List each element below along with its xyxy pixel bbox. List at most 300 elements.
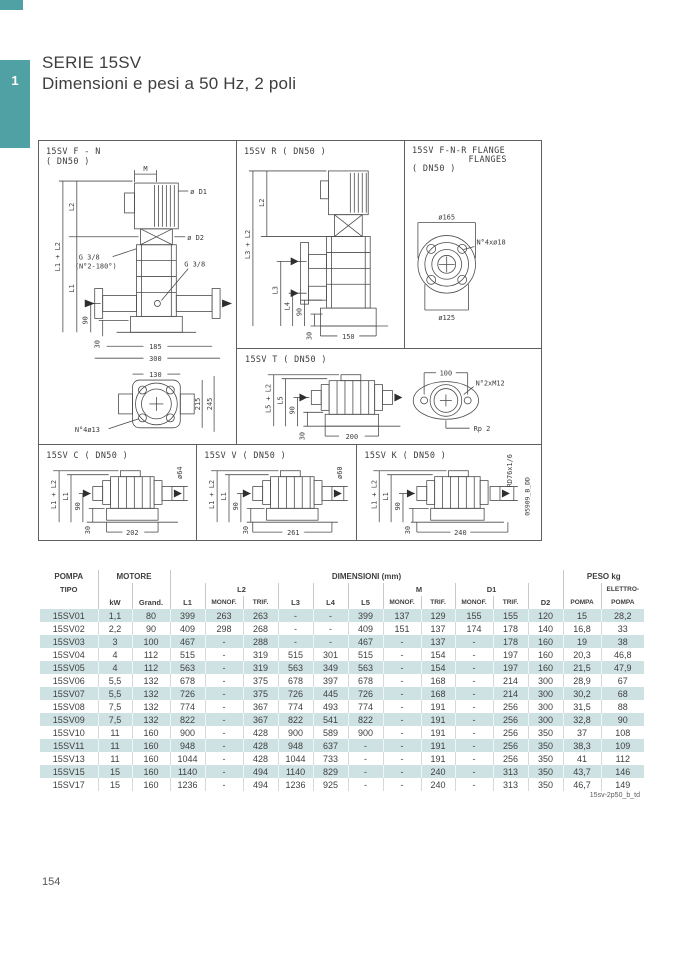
value-cell: 214 [493,674,528,687]
value-cell: - [383,713,421,726]
dim-label: (N°2-180°) [74,262,117,271]
value-cell: 1140 [278,765,313,778]
dim-label: G 3/8 [184,260,206,269]
value-cell: 589 [313,726,348,739]
value-cell: - [455,765,493,778]
value-cell: 1236 [170,778,205,791]
dim-label: L4 [283,301,292,311]
pump-drawing-fn [39,141,236,444]
flow-arrow-icon [407,490,415,498]
value-cell: 11 [98,739,132,752]
col-group-m: M [383,583,455,596]
value-cell: 132 [132,687,170,700]
flange-drawing [405,141,541,348]
panel-subtitle: ( DN50 ) [45,156,90,167]
pump-type-cell: 15SV04 [52,649,85,660]
value-cell: 197 [493,661,528,674]
dim-label: L3 [271,286,280,295]
value-cell: 46,8 [601,648,644,661]
value-cell: 15 [563,609,601,622]
pump-type-cell: 15SV10 [52,727,85,738]
header-spacer [132,583,170,596]
dim-label: N°4ø13 [74,425,100,434]
value-cell: - [383,778,421,791]
value-cell: 256 [493,700,528,713]
dim-label: L5 + L2 [264,383,273,414]
header-spacer [170,583,205,596]
table-footnote: 15sv-2p50_b_td [589,792,640,799]
pump-type-cell: 15SV02 [52,623,85,634]
drawing-lines [59,170,220,432]
value-cell: 494 [243,765,278,778]
col-header-pompa: POMPA [563,596,601,609]
value-cell: - [383,726,421,739]
value-cell: 515 [278,648,313,661]
value-cell: 256 [493,713,528,726]
value-cell: - [383,700,421,713]
dim-label: RD76x1/6 [505,454,514,488]
value-cell: 925 [313,778,348,791]
dim-label: 90 [231,502,240,511]
value-cell: 16,8 [563,622,601,635]
value-cell: 30,2 [563,687,601,700]
table-row [40,765,644,778]
corner-accent-block [0,0,23,10]
value-cell: 1140 [170,765,205,778]
dim-label: ø D1 [190,188,207,196]
flow-arrow-icon [334,490,342,498]
value-cell: 90 [132,622,170,635]
value-cell: 298 [205,622,243,635]
col-group-peso: PESO kg [563,570,644,583]
value-cell: 678 [170,674,205,687]
value-cell: 900 [348,726,383,739]
value-cell: 68 [601,687,644,700]
flow-arrow-icon [394,394,402,402]
value-cell: 140 [528,622,563,635]
dim-label: L1 + L2 [370,479,379,510]
header-spacer [40,596,98,609]
value-cell: 31,5 [563,700,601,713]
value-cell: 28,9 [563,674,601,687]
value-cell: 726 [278,687,313,700]
table-row [40,609,644,622]
value-cell: 399 [348,609,383,622]
dim-label: 90 [288,406,297,415]
flow-arrow-icon [222,299,232,307]
value-cell: 80 [132,609,170,622]
value-cell: 263 [243,609,278,622]
page-subtitle: Dimensioni e pesi a 50 Hz, 2 poli [42,74,297,93]
flow-arrow-icon [174,490,182,498]
value-cell: 5,5 [98,674,132,687]
pump-type-cell: 15SV03 [40,635,98,648]
value-cell: 191 [421,752,455,765]
header-spacer [348,583,383,596]
col-header-trif: TRIF. [493,596,528,609]
value-cell: 774 [278,700,313,713]
col-header-tipo: TIPO [59,585,78,594]
drawing-panel-flange [405,141,542,349]
value-cell: 15 [98,778,132,791]
value-cell: 137 [421,635,455,648]
value-cell: 467 [170,635,205,648]
value-cell: - [383,765,421,778]
dim-label: ø D2 [187,233,204,242]
value-cell: 20,3 [563,648,601,661]
value-cell: 829 [313,765,348,778]
value-cell: 132 [132,674,170,687]
value-cell: - [383,752,421,765]
value-cell: 160 [528,661,563,674]
dim-label: 200 [345,433,359,442]
panel-title: 15SV F-N-R FLANGE [411,145,506,156]
value-cell: 774 [170,700,205,713]
col-header-monof: MONOF. [205,596,243,609]
value-cell: 240 [421,765,455,778]
pump-drawing-c [39,445,196,540]
drawing-panel-fn [39,141,237,445]
dim-label: L1 + L2 [208,479,217,510]
drawing-panel-r [237,141,405,349]
value-cell: 155 [493,609,528,622]
value-cell: 160 [528,635,563,648]
value-cell: 168 [421,687,455,700]
table-row [40,700,644,713]
dim-label: N°4xø18 [476,238,506,247]
page-number: 154 [42,876,61,888]
value-cell: - [455,661,493,674]
page-title: SERIE 15SV [42,53,142,72]
value-cell: 46,7 [563,778,601,791]
value-cell: 4 [98,661,132,674]
value-cell: 288 [243,635,278,648]
col-header-l5: L5 [348,596,383,609]
drawing-panel-t [237,349,542,445]
value-cell: - [278,622,313,635]
value-cell: 37 [563,726,601,739]
value-cell: - [455,778,493,791]
header-spacer [528,583,563,596]
value-cell: 256 [493,726,528,739]
value-cell: - [383,674,421,687]
value-cell: 4 [98,648,132,661]
col-group-dimensioni: DIMENSIONI (mm) [170,570,563,583]
drawing-code: 05909_B_DD [523,477,532,516]
drawing-lines [418,223,476,310]
value-cell: 43,7 [563,765,601,778]
dim-label: 30 [83,525,92,535]
col-header-pompa-elettro: POMPA [601,596,644,609]
table-body [40,609,644,791]
value-cell: 300 [528,700,563,713]
dim-label: 30 [298,431,307,441]
value-cell: - [205,752,243,765]
col-header-l1: L1 [170,596,205,609]
value-cell: 445 [313,687,348,700]
value-cell: - [205,700,243,713]
col-header-grand: Grand. [132,596,170,609]
col-header-trif: TRIF. [243,596,278,609]
value-cell: - [455,726,493,739]
dim-label: G 3/8 [78,253,100,262]
col-header-elettro: ELETTRO- [601,583,644,596]
value-cell: 948 [170,739,205,752]
dim-label: 300 [149,355,162,364]
value-cell: 256 [493,739,528,752]
value-cell: - [383,687,421,700]
table-row [40,778,644,791]
dim-label: L1 [220,492,229,501]
col-header-kw: kW [98,596,132,609]
value-cell: 137 [383,609,421,622]
value-cell: - [455,648,493,661]
flow-arrow-icon [291,257,299,265]
col-header-l3: L3 [278,596,313,609]
value-cell: 467 [348,635,383,648]
value-cell: 822 [170,713,205,726]
value-cell: 88 [601,700,644,713]
value-cell: 375 [243,674,278,687]
pump-type-cell: 15SV06 [52,675,85,686]
value-cell: 132 [132,713,170,726]
table-row [40,661,644,674]
pump-type-cell: 15SV13 [52,753,85,764]
table-row [40,726,644,739]
value-cell: 900 [278,726,313,739]
value-cell: 155 [455,609,493,622]
value-cell: 822 [278,713,313,726]
dim-label: 185 [149,343,162,352]
value-cell: - [205,713,243,726]
col-header-monof: MONOF. [455,596,493,609]
dim-label: M [143,165,148,174]
flow-arrow-icon [299,394,307,402]
value-cell: 268 [243,622,278,635]
value-cell: 132 [132,700,170,713]
value-cell: 350 [528,765,563,778]
dim-label: 100 [439,369,453,378]
value-cell: 146 [601,765,644,778]
value-cell: 160 [132,739,170,752]
value-cell: 191 [421,700,455,713]
value-cell: 214 [493,687,528,700]
drawing-lines [268,373,479,436]
value-cell: 100 [132,635,170,648]
value-cell: 300 [528,713,563,726]
flow-arrow-icon [502,490,510,498]
value-cell: - [348,739,383,752]
panel-title: 15SV R ( DN50 ) [243,146,327,157]
dim-label: L1 [382,492,391,501]
dim-label: 90 [81,316,90,325]
value-cell: 38,3 [563,739,601,752]
value-cell: 1044 [170,752,205,765]
pump-drawing-k [357,445,541,540]
value-cell: 160 [132,765,170,778]
dim-label: L3 + L2 [243,229,252,260]
value-cell: 300 [528,687,563,700]
value-cell: - [348,752,383,765]
value-cell: 112 [601,752,644,765]
value-cell: 301 [313,648,348,661]
value-cell: 11 [98,752,132,765]
value-cell: 409 [348,622,383,635]
dim-label: L2 [67,202,76,212]
dim-label: 30 [403,525,412,535]
value-cell: 319 [243,648,278,661]
value-cell: 948 [278,739,313,752]
value-cell: 256 [493,752,528,765]
value-cell: 112 [132,648,170,661]
value-cell: 428 [243,752,278,765]
value-cell: 47,9 [601,661,644,674]
value-cell: 900 [170,726,205,739]
value-cell: 160 [132,778,170,791]
value-cell: 7,5 [98,700,132,713]
value-cell: - [205,739,243,752]
value-cell: 160 [528,648,563,661]
pump-type-cell: 15SV09 [40,713,98,726]
dim-label: ø125 [438,313,456,322]
drawing-panel-k [357,445,542,541]
value-cell: - [383,739,421,752]
value-cell: - [348,765,383,778]
dim-label: L1 [67,284,76,293]
value-cell: - [455,635,493,648]
value-cell: 494 [243,778,278,791]
value-cell: - [455,739,493,752]
col-header-trif: TRIF. [421,596,455,609]
value-cell: 154 [421,648,455,661]
value-cell: 563 [278,661,313,674]
value-cell: 678 [278,674,313,687]
panel-title: 15SV C ( DN50 ) [46,449,129,460]
value-cell: 129 [421,609,455,622]
flow-arrow-icon [83,490,91,498]
value-cell: - [383,635,421,648]
value-cell: - [313,622,348,635]
value-cell: 149 [601,778,644,791]
col-header-monof: MONOF. [383,596,421,609]
value-cell: 168 [421,674,455,687]
pump-type-cell: 15SV07 [40,687,98,700]
value-cell: 178 [493,622,528,635]
value-cell: 349 [313,661,348,674]
value-cell: 160 [132,752,170,765]
value-cell: 178 [493,635,528,648]
dim-label: 30 [93,340,102,349]
value-cell: - [205,648,243,661]
value-cell: 151 [383,622,421,635]
dim-label: L2 [257,198,266,207]
panel-title: 15SV F - N [45,146,101,157]
drawing-panel-v [197,445,357,541]
col-header-d2: D2 [528,596,563,609]
value-cell: - [313,635,348,648]
value-cell: 563 [170,661,205,674]
value-cell: 726 [170,687,205,700]
value-cell: - [383,648,421,661]
dim-label: L1 [62,492,71,501]
dim-label: 245 [206,397,215,411]
pump-drawing-t [237,349,541,444]
value-cell: 7,5 [98,713,132,726]
value-cell: 493 [313,700,348,713]
value-cell: 160 [132,726,170,739]
value-cell: 2,2 [98,622,132,635]
table-row [40,648,644,661]
value-cell: 21,5 [563,661,601,674]
value-cell: 19 [563,635,601,648]
value-cell: 428 [243,726,278,739]
value-cell: 367 [243,700,278,713]
value-cell: 112 [132,661,170,674]
value-cell: - [455,700,493,713]
table-row [40,752,644,765]
flow-arrow-icon [291,289,299,297]
dimensions-table-wrap [40,570,640,791]
value-cell: 367 [243,713,278,726]
dim-label: L5 [276,396,285,405]
value-cell: - [205,661,243,674]
value-cell: 1,1 [98,609,132,622]
value-cell: 154 [421,661,455,674]
value-cell: - [313,609,348,622]
value-cell: 350 [528,752,563,765]
dim-label: 130 [149,371,162,380]
dim-label: L1 + L2 [53,242,62,272]
dim-label: ø165 [438,213,456,222]
value-cell: 637 [313,739,348,752]
dim-label: 90 [73,502,82,511]
technical-drawings-grid [38,140,542,541]
dim-label: 240 [454,529,467,538]
header-spacer [98,583,132,596]
value-cell: - [205,765,243,778]
value-cell: 38 [601,635,644,648]
value-cell: 300 [528,674,563,687]
value-cell: 67 [601,674,644,687]
value-cell: 726 [348,687,383,700]
panel-title: 15SV T ( DN50 ) [245,353,327,364]
dim-label: Rp 2 [473,425,491,434]
value-cell: 108 [601,726,644,739]
pump-type-cell: 15SV15 [40,765,98,778]
dim-label: 150 [342,332,355,341]
pump-type-cell: 15SV08 [52,701,85,712]
value-cell: 32,8 [563,713,601,726]
header-spacer [563,583,601,596]
value-cell: 678 [348,674,383,687]
value-cell: 375 [243,687,278,700]
table-row [40,635,644,648]
value-cell: 563 [348,661,383,674]
value-cell: 191 [421,713,455,726]
dim-label: 202 [126,529,139,538]
value-cell: 319 [243,661,278,674]
dim-label: 30 [241,525,250,535]
table-header [40,570,644,609]
pump-drawing-v [197,445,356,540]
value-cell: 90 [601,713,644,726]
panel-title: 15SV V ( DN50 ) [204,449,287,460]
value-cell: - [455,752,493,765]
value-cell: - [348,778,383,791]
panel-subtitle: ( DN50 ) [411,163,456,174]
dimensions-table [40,570,644,791]
value-cell: 313 [493,765,528,778]
